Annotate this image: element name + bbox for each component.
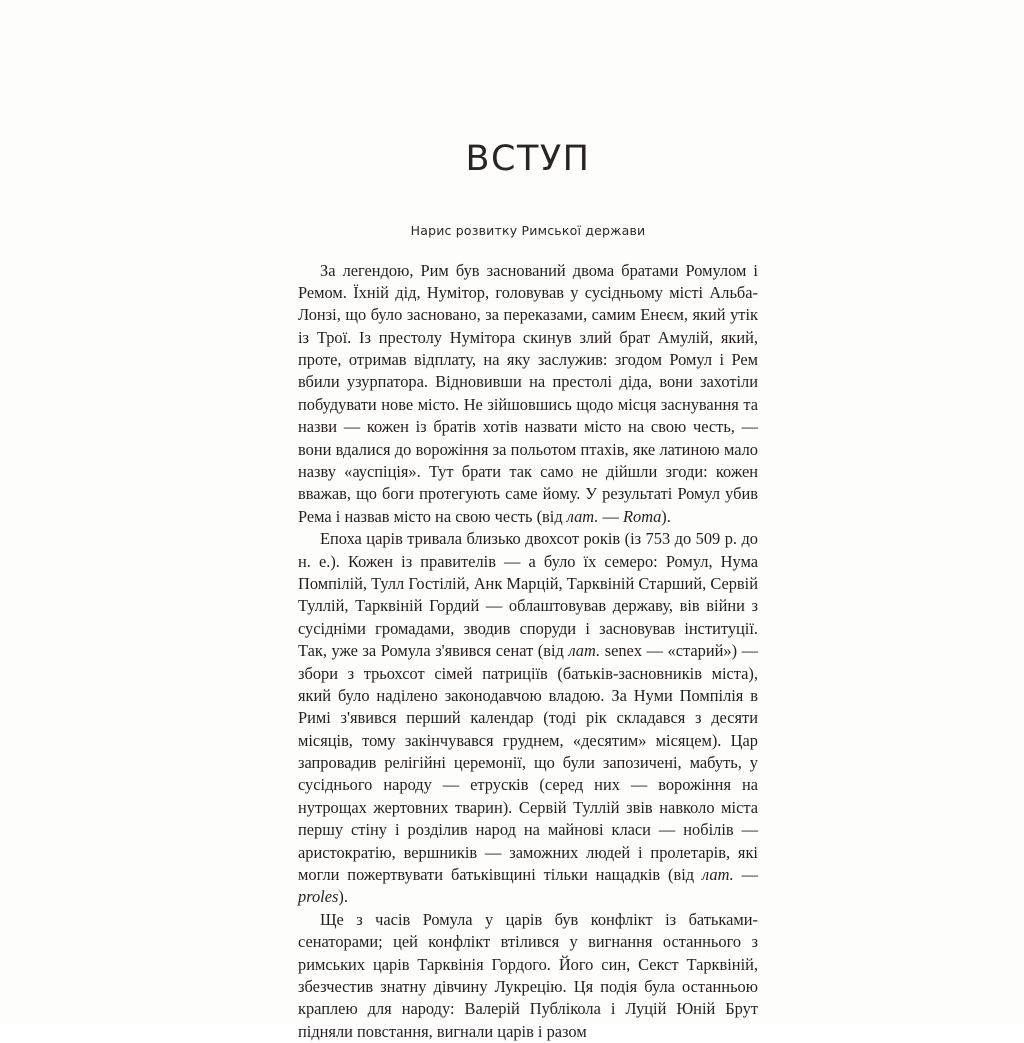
paragraph: Епоха царів тривала близько двохсот років (із 753 до 509 р. до н. е.). Кожен із правителів — а було їх семеро: Ромул, Нума Помпілій, Тулл Гостілій, Анк Марцій, Тарквіній Старший, Сервій Туллій, Тарквіній Гордий — облаштовував державу, вів війни з сусідніми громадами, зводив споруди і засновував інституції. Так, уже за Ромула з'явився сенат (від лат. senex — «старий») — збори з трьохсот сімей патриціїв (батьків-засновників міста), який було наділено законодавчою владою. За Нуми Помпілія в Римі з'явився перший календар (тоді рік складався з десяти місяців, тому закінчувався груднем, «десятим» місяцем). Цар запровадив релігійні церемонії, що були запозичені, мабуть, у сусіднього народу — етрусків (серед них — ворожіння на нутрощах жертовних тварин). Сервій Туллій звів навколо міста першу стіну і розділив народ на майнові класи — нобілів — аристократію, вершників — заможних людей і пролетарів, які могли пожертвувати батьківщині тільки нащадків (від лат. — proles). <box>298 528 758 909</box>
section-subtitle: Нарис розвитку Римської держави <box>298 223 758 238</box>
paragraph: За легендою, Рим був заснований двома братами Ромулом і Ремом. Їхній дід, Нумітор, головував у сусідньому місті Альба-Лонзі, що було засновано, за переказами, самим Енеєм, який утік із Трої. Із престолу Нумітора скинув злий брат Амулій, який, проте, отримав відплату, на яку заслужив: згодом Ромул і Рем вбили узурпатора. Відновивши на престолі діда, вони захотіли побудувати нове місто. Не зійшовшись щодо місця заснування та назви — кожен із братів хотів назвати місто на свою честь, — вони вдалися до ворожіння за польотом птахів, яке латиною мало назву «ауспіція». Тут брати так само не дійшли згоди: кожен вважав, що боги протегують саме йому. У результаті Ромул убив Рема і назвав місто на свою честь (від лат. — Roma). <box>298 260 758 529</box>
paragraph: Ще з часів Ромула у царів був конфлікт із батьками-сенаторами; цей конфлікт втілився у вигнання останнього з римських царів Тарквінія Гордого. Його син, Секст Тарквіній, збезчестив знатну дівчину Лукрецію. Ця подія була останньою краплею для народу: Валерій Публікола і Луцій Юній Брут підняли повстання, вигнали царів і разом <box>298 909 758 1043</box>
body-text <box>298 260 758 1043</box>
page-content <box>298 140 758 1043</box>
page-title: ВСТУП <box>298 140 758 179</box>
